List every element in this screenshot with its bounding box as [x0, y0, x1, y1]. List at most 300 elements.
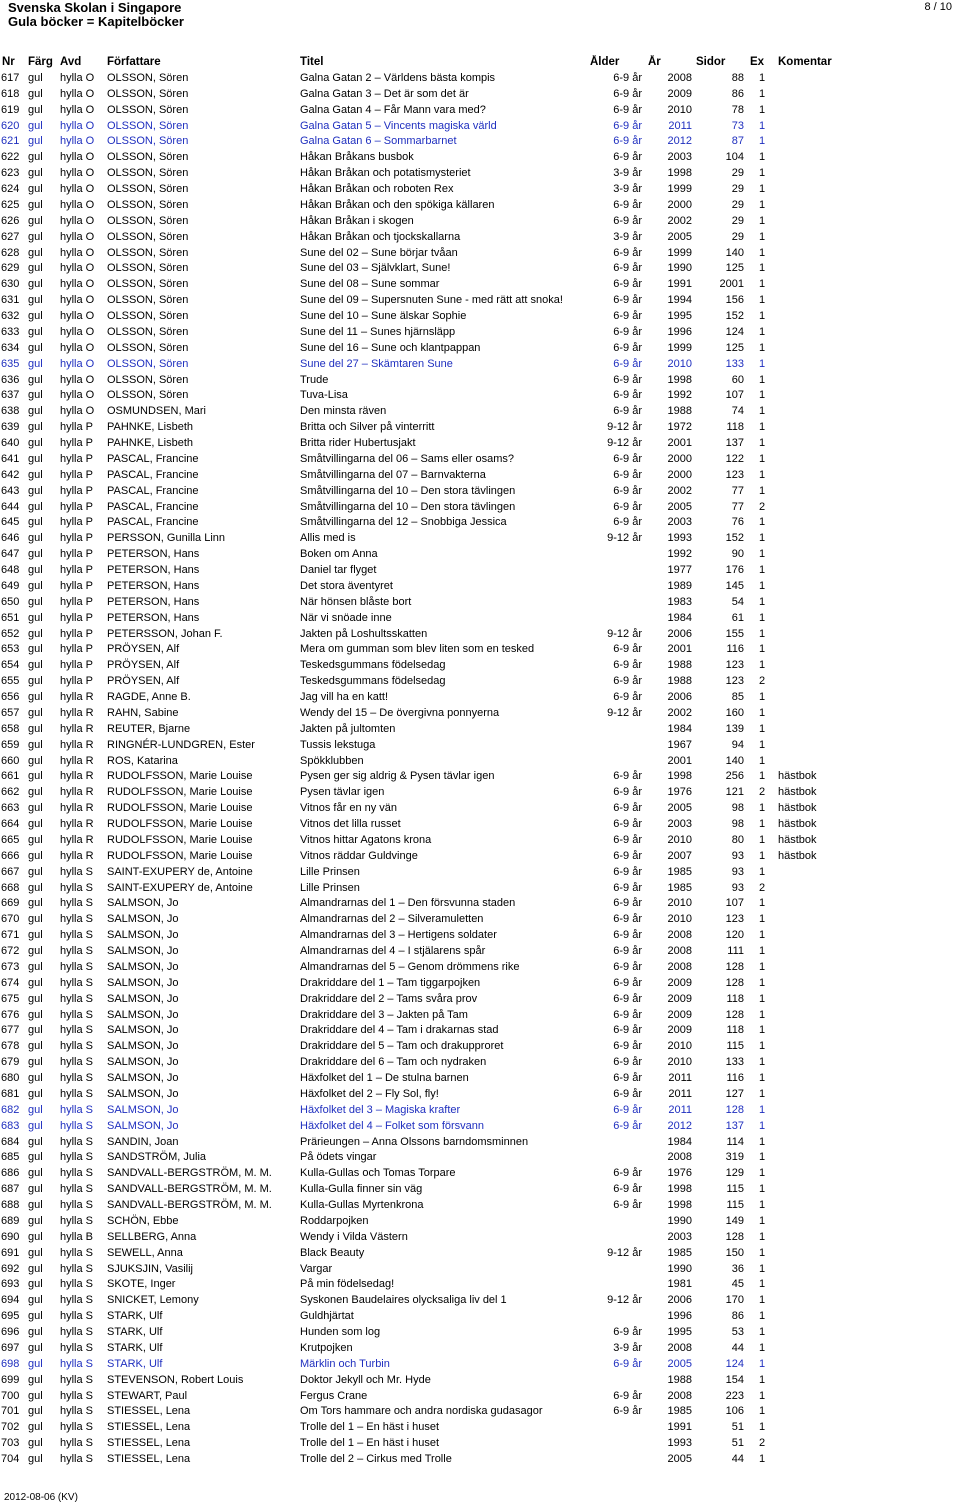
cell-sidor: 77: [731, 500, 744, 513]
cell-ex: 1: [758, 341, 766, 354]
table-row: [0, 1230, 960, 1246]
cell-forfattare: STIESSEL, Lena: [107, 1453, 191, 1465]
table-row: [0, 881, 960, 897]
cell-ar: 2003: [667, 1230, 692, 1243]
cell-forfattare: PASCAL, Francine: [107, 516, 199, 529]
cell-komentar: [774, 992, 960, 1008]
cell-alder: 3-9 år: [613, 183, 642, 195]
cell-ar: 2010: [667, 913, 692, 926]
cell-sidor: 29: [731, 167, 744, 180]
cell-ex: 1: [758, 373, 766, 386]
cell-komentar: [774, 642, 960, 658]
cell-nr: 636: [1, 373, 20, 386]
cell-farg: gul: [28, 373, 43, 386]
cell-sidor: 149: [725, 1214, 744, 1227]
cell-forfattare: REUTER, Bjarne: [107, 722, 191, 735]
cell-ar: 1984: [667, 1135, 692, 1148]
cell-alder: 9-12 år: [607, 706, 642, 719]
cell-ex: 1: [758, 1056, 766, 1069]
cell-alder: 9-12 år: [607, 1246, 642, 1259]
cell-ar: 2010: [667, 897, 692, 910]
cell-alder: [590, 1420, 648, 1436]
page-number: 8 / 10: [924, 1, 952, 13]
cell-sidor: 139: [725, 722, 744, 735]
cell-komentar: [774, 373, 960, 389]
cell-ar: 1998: [667, 1183, 692, 1196]
cell-avd: hylla S: [60, 929, 94, 942]
cell-avd: hylla S: [60, 992, 94, 1005]
cell-sidor: 124: [725, 1357, 744, 1370]
cell-forfattare: SALMSON, Jo: [107, 1103, 179, 1116]
cell-avd: hylla O: [60, 294, 95, 307]
cell-avd: hylla S: [60, 976, 94, 989]
table-row: [0, 738, 960, 754]
cell-forfattare: SEWELL, Anna: [107, 1246, 183, 1259]
cell-farg: gul: [28, 532, 43, 545]
cell-ar: 1993: [667, 532, 692, 545]
cell-nr: 670: [1, 913, 20, 926]
cell-sidor: 87: [731, 135, 744, 148]
cell-alder: [590, 611, 648, 627]
cell-ar: 1996: [667, 1310, 692, 1323]
column-header-alder: Ålder: [590, 56, 620, 68]
cell-titel: Häxfolket del 4 – Folket som försvann: [300, 1119, 485, 1132]
column-header-farg: Färg: [28, 56, 53, 68]
cell-titel: Mera om gumman som blev liten som en tesked: [300, 643, 535, 656]
cell-alder: [590, 595, 648, 611]
cell-ex: 1: [758, 1230, 766, 1243]
cell-avd: hylla P: [60, 675, 94, 688]
cell-avd: hylla S: [60, 1151, 94, 1164]
cell-avd: hylla S: [60, 1326, 94, 1338]
cell-titel: Småtvillingarna del 10 – Den stora tävlingen: [300, 500, 516, 513]
cell-ex: 1: [758, 548, 766, 561]
table-row: [0, 1214, 960, 1230]
cell-alder: 6-9 år: [613, 119, 642, 132]
cell-alder: [590, 1262, 648, 1278]
cell-titel: När vi snöade inne: [300, 611, 392, 624]
cell-ar: 2010: [667, 103, 692, 116]
cell-ex: 1: [758, 294, 766, 307]
cell-nr: 661: [1, 770, 20, 783]
cell-nr: 645: [1, 516, 20, 529]
book-table: [0, 55, 960, 1468]
table-row: [0, 817, 960, 833]
cell-farg: gul: [28, 881, 43, 894]
cell-ar: 1983: [667, 595, 692, 608]
table-row: [0, 198, 960, 214]
cell-avd: hylla O: [60, 389, 95, 402]
table-row: [0, 547, 960, 563]
cell-alder: 6-9 år: [613, 516, 642, 529]
cell-nr: 703: [1, 1437, 20, 1450]
cell-nr: 656: [1, 691, 20, 703]
cell-farg: gul: [28, 595, 43, 608]
cell-ex: 1: [758, 230, 766, 243]
cell-komentar: [774, 1309, 960, 1325]
cell-komentar: [774, 563, 960, 579]
table-row: [0, 642, 960, 658]
cell-titel: Jakten på Loshultsskatten: [300, 627, 428, 640]
cell-avd: hylla P: [60, 643, 94, 656]
cell-ex: 1: [758, 278, 766, 291]
cell-komentar: [774, 595, 960, 611]
cell-titel: Drakriddare del 3 – Jakten på Tam: [300, 1008, 468, 1021]
cell-farg: gul: [28, 341, 43, 354]
cell-avd: hylla R: [60, 738, 94, 751]
cell-alder: 6-9 år: [613, 659, 642, 672]
cell-nr: 630: [1, 278, 20, 291]
cell-komentar: [774, 1341, 960, 1357]
cell-avd: hylla B: [60, 1230, 94, 1243]
table-row: [0, 1023, 960, 1039]
cell-farg: gul: [28, 1405, 43, 1418]
cell-ex: 2: [758, 1437, 766, 1450]
cell-sidor: 61: [731, 611, 744, 624]
cell-nr: 622: [1, 151, 20, 164]
table-row: [0, 246, 960, 262]
cell-titel: Trude: [300, 373, 329, 386]
cell-ar: 1996: [667, 325, 692, 338]
column-header-forfattare: Författare: [107, 56, 161, 68]
cell-sidor: 140: [725, 754, 744, 767]
table-row: [0, 611, 960, 627]
cell-komentar: hästbok: [778, 833, 817, 846]
cell-ar: 2007: [667, 849, 692, 862]
cell-farg: gul: [28, 1230, 43, 1243]
cell-avd: hylla O: [60, 373, 95, 386]
cell-avd: hylla R: [60, 802, 94, 815]
cell-ex: 1: [758, 310, 766, 322]
cell-nr: 695: [1, 1310, 20, 1323]
cell-nr: 683: [1, 1119, 20, 1132]
cell-alder: 6-9 år: [613, 1072, 642, 1084]
cell-sidor: 104: [725, 151, 744, 164]
cell-alder: 6-9 år: [613, 770, 642, 783]
cell-avd: hylla O: [60, 214, 95, 227]
cell-ex: 1: [758, 1040, 766, 1053]
cell-forfattare: OLSSON, Sören: [107, 87, 189, 100]
cell-titel: Sune del 09 – Supersnuten Sune - med rätt att snoka!: [300, 294, 563, 307]
cell-farg: gul: [28, 421, 43, 434]
table-row: [0, 1452, 960, 1468]
cell-sidor: 140: [725, 246, 744, 259]
cell-farg: gul: [28, 1326, 43, 1338]
cell-ex: 1: [758, 405, 766, 418]
cell-nr: 634: [1, 341, 20, 354]
cell-ar: 2001: [667, 437, 692, 449]
cell-titel: Tuva-Lisa: [300, 389, 348, 402]
cell-alder: 6-9 år: [613, 849, 642, 862]
table-row: [0, 182, 960, 198]
cell-ex: 1: [758, 1278, 766, 1291]
cell-nr: 628: [1, 246, 20, 259]
cell-nr: 617: [1, 71, 20, 84]
cell-avd: hylla O: [60, 262, 95, 275]
cell-titel: Galna Gatan 2 – Världens bästa kompis: [300, 71, 496, 84]
cell-ar: 1984: [667, 722, 692, 735]
cell-farg: gul: [28, 627, 43, 640]
cell-nr: 669: [1, 897, 20, 910]
cell-avd: hylla R: [60, 691, 94, 703]
cell-sidor: 121: [725, 786, 744, 799]
cell-farg: gul: [28, 452, 43, 465]
cell-ar: 1972: [667, 421, 692, 434]
table-row: [0, 1039, 960, 1055]
cell-nr: 690: [1, 1230, 20, 1243]
cell-titel: Drakriddare del 6 – Tam och nydraken: [300, 1056, 487, 1069]
cell-alder: [590, 1135, 648, 1151]
cell-ex: 2: [758, 500, 766, 513]
cell-alder: 6-9 år: [613, 1008, 642, 1021]
cell-avd: hylla S: [60, 1056, 94, 1069]
cell-sidor: 150: [725, 1246, 744, 1259]
cell-avd: hylla P: [60, 548, 94, 561]
cell-sidor: 118: [726, 1024, 744, 1037]
cell-farg: gul: [28, 1040, 43, 1053]
cell-sidor: 319: [725, 1151, 744, 1164]
cell-forfattare: PERSSON, Gunilla Linn: [107, 532, 225, 545]
cell-ex: 1: [758, 468, 766, 481]
cell-farg: gul: [28, 437, 43, 449]
cell-komentar: [774, 1325, 960, 1341]
cell-alder: 6-9 år: [613, 691, 642, 703]
cell-sidor: 152: [725, 310, 744, 322]
cell-farg: gul: [28, 294, 43, 307]
cell-avd: hylla S: [60, 1421, 94, 1434]
cell-komentar: [774, 1357, 960, 1373]
cell-avd: hylla R: [60, 706, 94, 719]
cell-ar: 1991: [667, 1421, 692, 1434]
cell-sidor: 170: [725, 1294, 744, 1307]
cell-titel: Håkan Bråkans busbok: [300, 151, 414, 164]
cell-ex: 1: [758, 246, 766, 259]
cell-alder: 6-9 år: [613, 1167, 642, 1180]
cell-komentar: [774, 754, 960, 770]
table-row: [0, 690, 960, 706]
cell-ex: 2: [758, 881, 766, 894]
cell-farg: gul: [28, 818, 43, 830]
cell-forfattare: SALMSON, Jo: [107, 976, 179, 989]
cell-sidor: 256: [725, 770, 744, 783]
cell-komentar: [774, 1404, 960, 1420]
cell-nr: 648: [1, 564, 20, 576]
cell-titel: Syskonen Baudelaires olycksaliga liv del 1: [300, 1294, 507, 1307]
cell-sidor: 45: [731, 1278, 744, 1291]
column-header-titel: Titel: [300, 56, 324, 68]
cell-komentar: [774, 722, 960, 738]
cell-komentar: [774, 1103, 960, 1119]
cell-ex: 1: [758, 738, 766, 751]
cell-ex: 1: [758, 1183, 766, 1196]
cell-ar: 1967: [667, 738, 692, 751]
cell-forfattare: STIESSEL, Lena: [107, 1421, 191, 1434]
cell-ex: 1: [758, 976, 766, 989]
cell-sidor: 85: [731, 691, 744, 703]
cell-ex: 1: [758, 389, 766, 402]
cell-sidor: 115: [726, 1183, 744, 1196]
cell-sidor: 125: [725, 341, 744, 354]
column-header-nr: Nr: [2, 56, 15, 68]
cell-ar: 2011: [668, 1072, 692, 1084]
cell-komentar: [774, 309, 960, 325]
cell-ar: 1990: [667, 262, 692, 275]
cell-avd: hylla P: [60, 437, 94, 449]
table-row: [0, 531, 960, 547]
cell-farg: gul: [28, 103, 43, 116]
cell-farg: gul: [28, 976, 43, 989]
cell-nr: 663: [1, 802, 20, 815]
table-row: [0, 1357, 960, 1373]
cell-ex: 1: [758, 1310, 766, 1323]
cell-nr: 627: [1, 230, 20, 243]
cell-titel: Sune del 10 – Sune älskar Sophie: [300, 310, 467, 322]
cell-forfattare: OLSSON, Sören: [107, 230, 189, 243]
cell-ar: 1991: [667, 278, 692, 291]
cell-farg: gul: [28, 849, 43, 862]
cell-ar: 1990: [667, 1214, 692, 1227]
table-row: [0, 579, 960, 595]
cell-ex: 1: [758, 691, 766, 703]
cell-avd: hylla S: [60, 1262, 94, 1275]
cell-alder: [590, 1309, 648, 1325]
table-row: [0, 595, 960, 611]
cell-titel: Pysen tävlar igen: [300, 786, 385, 799]
cell-ex: 1: [758, 1294, 766, 1307]
cell-ar: 1985: [667, 881, 692, 894]
cell-ex: 1: [758, 913, 766, 926]
table-row: [0, 1404, 960, 1420]
cell-nr: 689: [1, 1214, 20, 1227]
cell-ar: 2002: [667, 706, 692, 719]
cell-alder: 6-9 år: [613, 945, 642, 957]
cell-komentar: [774, 976, 960, 992]
cell-komentar: [774, 341, 960, 357]
cell-farg: gul: [28, 230, 43, 243]
cell-avd: hylla R: [60, 833, 94, 846]
cell-sidor: 98: [731, 802, 744, 815]
cell-komentar: [774, 388, 960, 404]
cell-titel: Drakriddare del 4 – Tam i drakarnas stad: [300, 1024, 499, 1037]
cell-ex: 1: [758, 992, 766, 1005]
cell-avd: hylla O: [60, 167, 95, 180]
cell-titel: Sune del 08 – Sune sommar: [300, 278, 440, 291]
cell-farg: gul: [28, 579, 43, 592]
cell-nr: 624: [1, 183, 20, 195]
cell-titel: Galna Gatan 5 – Vincents magiska värld: [300, 119, 497, 132]
cell-ar: 1999: [667, 341, 692, 354]
cell-sidor: 2001: [719, 278, 744, 291]
cell-sidor: 107: [725, 897, 744, 910]
cell-forfattare: SALMSON, Jo: [107, 1008, 179, 1021]
cell-alder: 6-9 år: [613, 897, 642, 910]
cell-titel: Häxfolket del 3 – Magiska krafter: [300, 1103, 461, 1116]
cell-ar: 2009: [667, 87, 692, 100]
cell-alder: 6-9 år: [613, 1040, 642, 1053]
cell-ar: 2008: [667, 945, 692, 957]
cell-titel: Håkan Bråkan i skogen: [300, 214, 414, 227]
cell-ar: 1985: [667, 1405, 692, 1418]
cell-avd: hylla O: [60, 103, 95, 116]
cell-avd: hylla S: [60, 865, 94, 878]
cell-forfattare: OLSSON, Sören: [107, 341, 189, 354]
table-row: [0, 134, 960, 150]
cell-titel: Märklin och Turbin: [300, 1357, 390, 1370]
cell-avd: hylla S: [60, 897, 94, 910]
cell-avd: hylla S: [60, 1373, 94, 1386]
cell-forfattare: PETERSON, Hans: [107, 611, 200, 624]
cell-ex: 1: [758, 929, 766, 942]
cell-avd: hylla O: [60, 325, 95, 338]
cell-ar: 2005: [667, 802, 692, 815]
cell-forfattare: SANDIN, Joan: [107, 1135, 179, 1148]
cell-avd: hylla S: [60, 1072, 94, 1084]
cell-ar: 2011: [668, 119, 692, 132]
cell-nr: 671: [1, 929, 20, 942]
cell-avd: hylla P: [60, 595, 94, 608]
cell-forfattare: SALMSON, Jo: [107, 1119, 179, 1132]
cell-nr: 626: [1, 214, 20, 227]
table-row: [0, 1008, 960, 1024]
cell-titel: Jag vill ha en katt!: [300, 691, 389, 703]
table-row: [0, 833, 960, 849]
cell-nr: 684: [1, 1135, 20, 1148]
cell-alder: 9-12 år: [607, 627, 642, 640]
cell-komentar: [774, 1166, 960, 1182]
cell-ar: 2008: [667, 1389, 692, 1402]
cell-forfattare: OSMUNDSEN, Mari: [107, 405, 207, 418]
cell-alder: 6-9 år: [613, 1119, 642, 1132]
cell-farg: gul: [28, 643, 43, 656]
cell-ar: 1995: [667, 1326, 692, 1338]
cell-avd: hylla S: [60, 1040, 94, 1053]
cell-avd: hylla O: [60, 357, 95, 370]
table-row: [0, 388, 960, 404]
cell-forfattare: PASCAL, Francine: [107, 468, 199, 481]
cell-avd: hylla O: [60, 151, 95, 164]
cell-titel: Den minsta räven: [300, 405, 387, 418]
cell-nr: 641: [1, 452, 20, 465]
cell-alder: 6-9 år: [613, 1389, 642, 1402]
cell-ex: 1: [758, 119, 766, 132]
cell-nr: 667: [1, 865, 20, 878]
cell-avd: hylla S: [60, 1453, 94, 1465]
cell-ar: 1977: [667, 564, 692, 576]
cell-farg: gul: [28, 1151, 43, 1164]
cell-sidor: 80: [731, 833, 744, 846]
cell-ex: 1: [758, 262, 766, 275]
cell-titel: Teskedsgummans födelsedag: [300, 659, 446, 672]
cell-komentar: [774, 896, 960, 912]
cell-forfattare: PAHNKE, Lisbeth: [107, 421, 194, 434]
cell-sidor: 128: [725, 976, 744, 989]
cell-forfattare: SALMSON, Jo: [107, 945, 179, 957]
cell-avd: hylla S: [60, 1024, 94, 1037]
cell-farg: gul: [28, 945, 43, 957]
cell-titel: Guldhjärtat: [300, 1310, 354, 1323]
cell-sidor: 88: [731, 71, 744, 84]
cell-forfattare: SANDVALL-BERGSTRÖM, M. M.: [107, 1183, 272, 1196]
cell-ar: 2001: [667, 643, 692, 656]
cell-alder: 6-9 år: [613, 373, 642, 386]
cell-farg: gul: [28, 865, 43, 878]
cell-forfattare: RUDOLFSSON, Marie Louise: [107, 818, 253, 830]
cell-komentar: [774, 404, 960, 420]
cell-ex: 1: [758, 1024, 766, 1037]
cell-komentar: [774, 500, 960, 516]
cell-alder: 6-9 år: [613, 1405, 642, 1418]
cell-nr: 646: [1, 532, 20, 545]
